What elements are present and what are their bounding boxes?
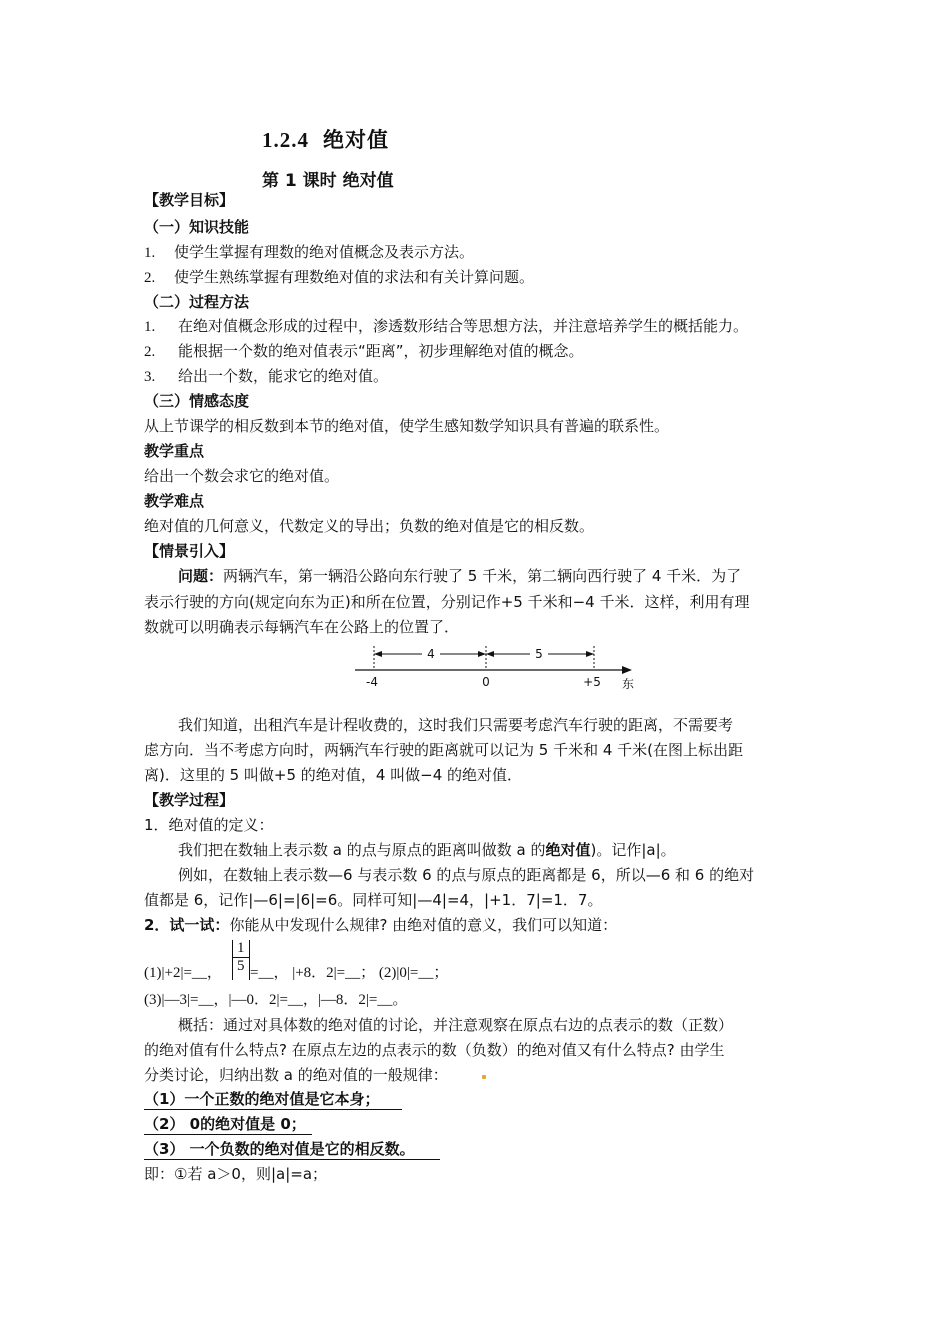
list-item <box>144 242 474 263</box>
process-heading: （二）过程方法 <box>144 293 250 311</box>
segment-arrow <box>374 651 382 657</box>
definition-term: 绝对值 <box>545 841 591 859</box>
list-item <box>144 267 534 288</box>
question-label: 问题： <box>178 567 224 585</box>
definition-text: 我们把在数轴上表示数 a 的点与原点的距离叫做数 a 的 <box>178 841 546 859</box>
intro-heading: 【情景引入】 <box>144 542 235 560</box>
rule-3: （3） 一个负数的绝对值是它的相反数。 <box>144 1140 415 1158</box>
paragraph-line: 离)．这里的 5 叫做+5 的绝对值，4 叫做−4 的绝对值． <box>144 766 523 784</box>
definition-title: 1．绝对值的定义： <box>144 816 274 834</box>
item-number: 1. <box>144 245 156 261</box>
tick-label-plus5: +5 <box>583 675 601 689</box>
try-line <box>144 915 617 935</box>
fraction-denominator: 5 <box>232 957 250 975</box>
segment-label-4: 4 <box>427 647 435 661</box>
intro-line: 数就可以明确表示每辆汽车在公路上的位置了． <box>144 618 460 636</box>
key-point-heading: 教学重点 <box>144 442 205 460</box>
rule-underline <box>144 1109 402 1110</box>
key-point-text: 给出一个数会求它的绝对值。 <box>144 467 340 485</box>
example-line: 例如，在数轴上表示数—6 与表示数 6 的点与原点的距离都是 6，所以—6 和 6 的绝对 <box>178 866 755 884</box>
list-item <box>144 366 388 387</box>
item-number: 1. <box>144 319 156 335</box>
direction-label: 东 <box>621 677 635 691</box>
item-number: 2. <box>144 270 156 286</box>
list-item <box>144 316 748 337</box>
item-text: 使学生熟练掌握有理数绝对值的求法和有关计算问题。 <box>174 268 535 286</box>
knowledge-heading: （一）知识技能 <box>144 218 250 236</box>
summary-line: 概括：通过对具体数的绝对值的讨论，并注意观察在原点右边的点表示的数（正数） <box>178 1016 734 1034</box>
item-number: 3. <box>144 369 156 385</box>
intro-text: 两辆汽车，第一辆沿公路向东行驶了 5 千米，第二辆向西行驶了 4 千米．为了 <box>223 567 742 585</box>
final-line: 即：①若 a＞0，则|a|=a； <box>144 1165 328 1183</box>
number-line-figure <box>350 638 650 694</box>
tick-label-zero: 0 <box>482 675 490 689</box>
segment-arrow <box>486 651 494 657</box>
paragraph-line: 我们知道，出租汽车是计程收费的，这时我们只需要考虑汽车行驶的距离，不需要考 <box>178 716 734 734</box>
segment-label-5: 5 <box>535 647 543 661</box>
marker-dot <box>482 1075 486 1079</box>
try-label: 2．试一试： <box>144 916 230 934</box>
definition-text: )。记作|a|。 <box>590 841 676 859</box>
intro-line: 表示行驶的方向(规定向东为正)和所在位置，分别记作+5 千米和−4 千米．这样，利用有理 <box>144 593 750 611</box>
tick-label-minus4: -4 <box>366 675 378 689</box>
summary-line: 分类讨论，归纳出数 a 的绝对值的一般规律： <box>144 1066 448 1084</box>
attitude-text: 从上节课学的相反数到本节的绝对值，使学生感知数学知识具有普遍的联系性。 <box>144 417 670 435</box>
segment-arrow <box>478 651 486 657</box>
exercise-row-1a: (1)|+2|=__， <box>144 965 222 981</box>
list-item <box>144 341 584 362</box>
item-text: 给出一个数，能求它的绝对值。 <box>178 367 389 385</box>
item-text: 使学生掌握有理数的绝对值概念及表示方法。 <box>174 243 475 261</box>
goals-heading: 【教学目标】 <box>144 191 235 209</box>
segment-arrow <box>586 651 594 657</box>
fraction-numerator: 1 <box>237 940 245 956</box>
definition-line <box>178 840 676 860</box>
difficulty-text: 绝对值的几何意义，代数定义的导出；负数的绝对值是它的相反数。 <box>144 517 595 535</box>
difficulty-heading: 教学难点 <box>144 492 205 510</box>
example-line: 值都是 6，记作|—6|=|6|=6。同样可知|—4|=4，|+1．7|=1．7。 <box>144 891 603 909</box>
rule-underline <box>144 1134 312 1135</box>
attitude-heading: （三）情感态度 <box>144 392 250 410</box>
section-title-text: 绝对值 <box>323 128 389 152</box>
item-number: 2. <box>144 344 156 360</box>
paragraph-line: 虑方向．当不考虑方向时，两辆汽车行驶的距离就可以记为 5 千米和 4 千米(在图上标出距 <box>144 741 744 759</box>
intro-line <box>178 566 741 586</box>
axis-arrow <box>622 666 632 674</box>
exercise-row-2: (3)|—3|=__，|—0．2|=__，|—8．2|=__。 <box>144 992 408 1008</box>
lesson-subtitle: 第 1 课时 绝对值 <box>262 171 394 191</box>
exercise-row-1b: =__， |+8．2|=__； (2)|0|=__； <box>250 965 449 981</box>
rule-underline <box>144 1159 440 1160</box>
summary-line: 的绝对值有什么特点? 在原点左边的点表示的数（负数）的绝对值又有什么特点? 由学生 <box>144 1041 725 1059</box>
rule-2: （2） 0的绝对值是 0； <box>144 1115 306 1133</box>
abs-bar <box>232 940 233 980</box>
section-title <box>262 124 389 154</box>
fraction-one-fifth <box>232 940 250 975</box>
try-text: 你能从中发现什么规律? 由绝对值的意义，我们可以知道： <box>229 916 618 934</box>
item-text: 能根据一个数的绝对值表示“距离”，初步理解绝对值的概念。 <box>178 342 584 360</box>
section-number: 1.2.4 <box>262 128 309 152</box>
item-text: 在绝对值概念形成的过程中，渗透数形结合等思想方法，并注意培养学生的概括能力。 <box>178 317 749 335</box>
rule-1: （1）一个正数的绝对值是它本身； <box>144 1090 380 1108</box>
process-section-heading: 【教学过程】 <box>144 791 235 809</box>
